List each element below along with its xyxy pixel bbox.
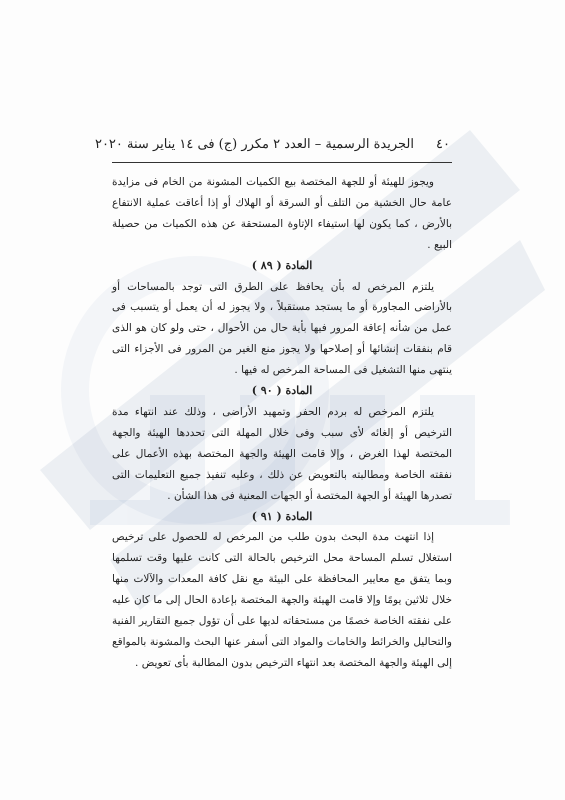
document-body xyxy=(112,172,452,674)
article-text-91: إذا انتهت مدة البحث بدون طلب من المرخص له للحصول على ترخيص استغلال تسلم المساحة محل الترخيص بالحالة التى كانت عليها وقت تسلمها وبما يتفق مع معايير المحافظة على البيئة مع نقل كافة المعدات والآلات منها خلال ثلاثين يومًا وإلا قامت الهيئة والجهة المختصة بإعادة الحال إلى ما كان عليه على نفقته الخاصة خصمًا من مستحقاته لديها على أن تؤول جميع التقارير الفنية والتحاليل والخرائط والخامات والمواد التى أسفر عنها البحث والمشونة بالمواقع إلى الهيئة والجهة المختصة بعد انتهاء الترخيص بدون المطالبة بأى تعويض . xyxy=(112,531,452,669)
header-rule xyxy=(112,162,452,163)
article-text-90: يلتزم المرخص له بردم الحفر وتمهيد الأراضى ، وذلك عند انتهاء مدة الترخيص أو إلغائه لأى سبب وفى خلال المهلة التى تحددها الهيئة والجهة المختصة لهذا الغرض ، وإلا قامت الهيئة والجهة المختصة بهذه الأعمال على نفقته الخاصة ومطالبته بالتعويض عن ذلك ، وعليه تنفيذ جميع التعليمات التى تصدرها الهيئة أو الجهة المختصة أو الجهات المعنية فى هذا الشأن . xyxy=(112,405,452,502)
article-heading-91: المادة ( ٩١ ) xyxy=(251,509,313,523)
article-heading-90: المادة ( ٩٠ ) xyxy=(251,384,313,398)
article-text-89: يلتزم المرخص له بأن يحافظ على الطرق التى توجد بالمساحات أو بالأراضى المجاورة أو ما يستجد مستقبلاً ، ولا يجوز له أن يعمل أو يتسبب فى عمل من شأنه إعاقة المرور فيها بأية حال من الأحوال ، حتى ولو كان هو الذى قام بنفقات إنشائها أو إصلاحها ولا يجوز منع الغير من المرور فى الأجزاء التى ينتهى منها التشغيل فى المساحة المرخص له فيها . xyxy=(112,280,452,377)
page-number: ٤٠ xyxy=(436,137,450,152)
page-header xyxy=(94,137,450,157)
gazette-title: الجريدة الرسمية – العدد ٢ مكرر (ج) فى ١٤ يناير سنة ٢٠٢٠ xyxy=(94,137,414,152)
article-heading-89: المادة ( ٨٩ ) xyxy=(251,258,313,272)
intro-paragraph: ويجوز للهيئة أو للجهة المختصة بيع الكميات المشونة من الخام فى مزايدة عامة حال الخشية من التلف أو السرقة أو الهلاك أو إذا أعاقت عملية الانتفاع بالأرض ، كما يكون لها استيفاء الإتاوة المستحقة عن هذه الكميات من حصيلة البيع . xyxy=(112,176,452,251)
